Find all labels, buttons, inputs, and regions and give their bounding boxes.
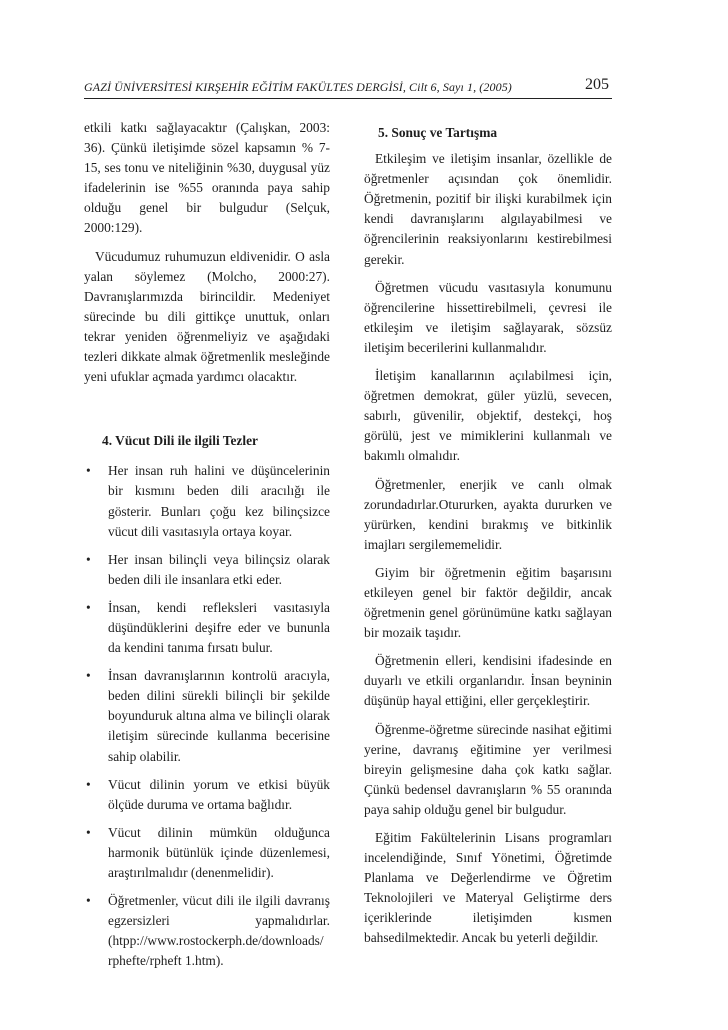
body-paragraph: Vücudumuz ruhumuzun eldivenidir. O asla yalan söylemez (Molcho, 2000:27). Davranışlarımızda birincildir. Medeniyet sürecinde bu dili gittikçe unuttuk, onları tekrar yeniden öğrenmeliyiz ve aşağıdaki tezleri dikkate almak öğretmenlik mesleğinde yeni ufuklar açmada yardımcı olacaktır. [84, 248, 330, 385]
list-item [84, 550, 330, 590]
list-item [84, 666, 330, 766]
bullet-icon: • [86, 776, 91, 792]
list-item [84, 598, 330, 658]
body-paragraph: İletişim kanallarının açılabilmesi için, öğretmen demokrat, güler yüzlü, sevecen, sabırlı, güvenilir, objektif, destekçi, hoş görülü, jest ve mimiklerini kullanmalı ve bakımlı olmalıdır. [364, 368, 612, 464]
left-column [84, 118, 330, 979]
body-paragraph: Öğretmenin elleri, kendisini ifadesinde en duyarlı ve etkili organlarıdır. İnsan beyninin düşünüp hayal ettiğini, eller gerçekleştirir. [364, 653, 612, 709]
list-item-text: İnsan davranışlarının kontrolü aracıyla, beden dilini sürekli bilinçli bir şekilde boyunduruk altına alma ve bilinçli olarak iletişim sürecinde kullanma becerisine sahip olabilir. [108, 668, 330, 764]
list-item-text: İnsan, kendi refleksleri vasıtasıyla düşündüklerini deşifre eder ve bununla da kendini tanıma fırsatı bulur. [108, 599, 330, 656]
section-heading: 4. Vücut Dili ile ilgili Tezler [102, 433, 258, 449]
list-item-text: Öğretmenler, vücut dili ile ilgili davranış egzersizleri yapmalıdırlar. (htpp://www.rostockerph.de/downloads/ rphefte/rpheft 1.htm). [108, 893, 330, 969]
journal-title: GAZİ ÜNİVERSİTESİ KIRŞEHİR EĞİTİM FAKÜLTES DERGİSİ, Cilt 6, Sayı 1, (2005) [84, 80, 512, 94]
list-item [84, 461, 330, 541]
bullet-icon: • [86, 893, 91, 909]
running-header [84, 76, 612, 99]
list-item-text: Her insan bilinçli veya bilinçsiz olarak beden dili ile insanlara etki eder. [108, 551, 330, 587]
body-paragraph: Öğretmen vücudu vasıtasıyla konumunu öğrencilerine hissettirebilmeli, çevresi ile etkileşim ve iletişim sağlayarak, sözsüz iletişim becerilerini kullanmalıdır. [364, 279, 612, 355]
bullet-icon: • [86, 599, 91, 615]
page-number: 205 [585, 76, 609, 93]
bullet-icon: • [86, 824, 91, 840]
body-paragraph: Giyim bir öğretmenin eğitim başarısını etkileyen genel bir faktör değildir, ancak öğretmenin genel görünümüne katkı sağlayan bir mozaik taşıdır. [364, 564, 612, 641]
right-column [364, 118, 612, 949]
list-item [84, 823, 330, 883]
list-item-text: Vücut dilinin mümkün olduğunca harmonik bütünlük içinde düzenlemesi, araştırılmalıdır (denenmelidir). [108, 824, 330, 880]
bullet-icon: • [86, 668, 91, 684]
body-paragraph: Eğitim Fakültelerinin Lisans programları incelendiğinde, Sınıf Yönetimi, Öğretimde Planlama ve Değerlendirme ve Öğretim Teknolojileri ve Materyal Geliştirme ders içeriklerinde iletişimden kısmen bahsedilmektedir. Ancak bu yeterli değildir. [364, 830, 612, 946]
list-item [84, 891, 330, 971]
body-paragraph: Öğretmenler, enerjik ve canlı olmak zorundadırlar.Otururken, ayakta dururken ve yürürken, kendini bırakmış ve bitkinlik imajları sergilememelidir. [364, 476, 612, 552]
list-item [84, 775, 330, 815]
body-paragraph: Etkileşim ve iletişim insanlar, özellikle de öğretmenler açısından çok önemlidir. Öğretmenin, pozitif bir ilişki kurabilmek için kendi davranışlarını algılayabilmesi ve öğrencilerinin reaksiyonlarını kestirebilmesi gerekir. [364, 151, 612, 267]
bullet-icon: • [86, 463, 91, 479]
thesis-list [84, 461, 330, 971]
list-item-text: Her insan ruh halini ve düşüncelerinin bir kısmını beden dili aracılığı ile gösterir. Bunları çoğu kez bilinçsizce vücut dili vasıtasıyla ortaya koyar. [108, 463, 330, 539]
list-item-text: Vücut dilinin yorum ve etkisi büyük ölçüde duruma ve ortama bağlıdır. [108, 776, 330, 812]
bullet-icon: • [86, 551, 91, 567]
section-heading: 5. Sonuç ve Tartışma [378, 125, 498, 140]
body-paragraph: Öğrenme-öğretme sürecinde nasihat eğitimi yerine, davranış eğitimine yer verilmesi bireyin gelişmesine daha çok katkı sağlar. Çünkü bedensel davranışların % 55 oranında paya sahip olduğu genel bir bulgudur. [364, 721, 612, 817]
body-paragraph: etkili katkı sağlayacaktır (Çalışkan, 2003: 36). Çünkü iletişimde sözel kapsamın % 7-15, ses tonu ve niteliğinin %30, duygusal yüz ifadelerinin ise %55 oranında paya sahip olduğu genel bir bulgudur (Selçuk, 2000:129). [84, 120, 330, 236]
